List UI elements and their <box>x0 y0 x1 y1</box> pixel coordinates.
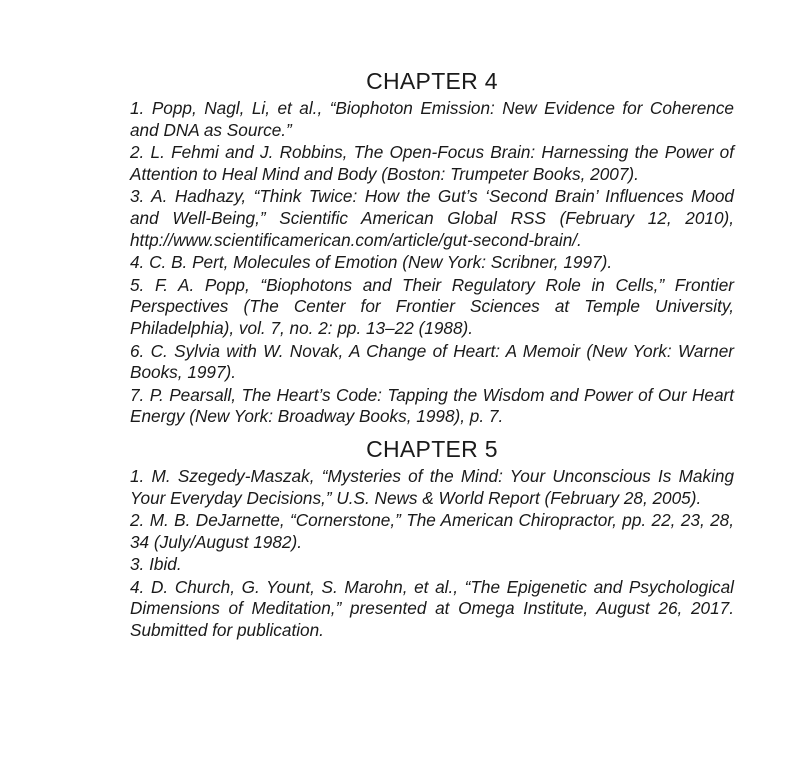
endnote: 3. Ibid. <box>130 554 182 575</box>
endnote: 4. C. B. Pert, Molecules of Emotion (New York: Scribner, 1997). <box>130 252 613 273</box>
endnotes-page <box>130 66 734 643</box>
endnote: 6. C. Sylvia with W. Novak, A Change of Heart: A Memoir (New York: Warner Books, 1997). <box>130 340 734 383</box>
endnote: 7. P. Pearsall, The Heart’s Code: Tapping the Wisdom and Power of Our Heart Energy (New York: Broadway Books, 1998), p. 7. <box>130 384 734 427</box>
endnote: 4. D. Church, G. Yount, S. Marohn, et al., “The Epigenetic and Psychological Dimensions of Meditation,” presented at Omega Institute, August 26, 2017. Submitted for publication. <box>130 576 734 641</box>
chapter-heading: CHAPTER 4 <box>366 68 498 94</box>
chapter-heading: CHAPTER 5 <box>366 435 498 462</box>
endnote: 2. L. Fehmi and J. Robbins, The Open-Focus Brain: Harnessing the Power of Attention to Heal Mind and Body (Boston: Trumpeter Books, 2007). <box>130 142 734 184</box>
endnote: 3. A. Hadhazy, “Think Twice: How the Gut’s ‘Second Brain’ Influences Mood and Well-Being,” Scientific American Global RSS (February 12, 2010), http://www.scientificamerican.com/article/gut-second-brain/. <box>130 186 734 250</box>
endnote: 5. F. A. Popp, “Biophotons and Their Regulatory Role in Cells,” Frontier Perspectives (The Center for Frontier Sciences at Temple University, Philadelphia), vol. 7, no. 2: pp. 13–22 (1988). <box>130 274 734 338</box>
chapter-4-notes <box>130 66 734 428</box>
chapter-5-notes <box>130 434 734 642</box>
endnote: 1. M. Szegedy-Maszak, “Mysteries of the Mind: Your Unconscious Is Making Your Everyday Decisions,” U.S. News & World Report (February 28, 2005). <box>130 465 734 508</box>
endnote: 1. Popp, Nagl, Li, et al., “Biophoton Emission: New Evidence for Coherence and DNA as Source.” <box>130 98 734 140</box>
endnote: 2. M. B. DeJarnette, “Cornerstone,” The American Chiropractor, pp. 22, 23, 28, 34 (July/August 1982). <box>130 510 734 552</box>
